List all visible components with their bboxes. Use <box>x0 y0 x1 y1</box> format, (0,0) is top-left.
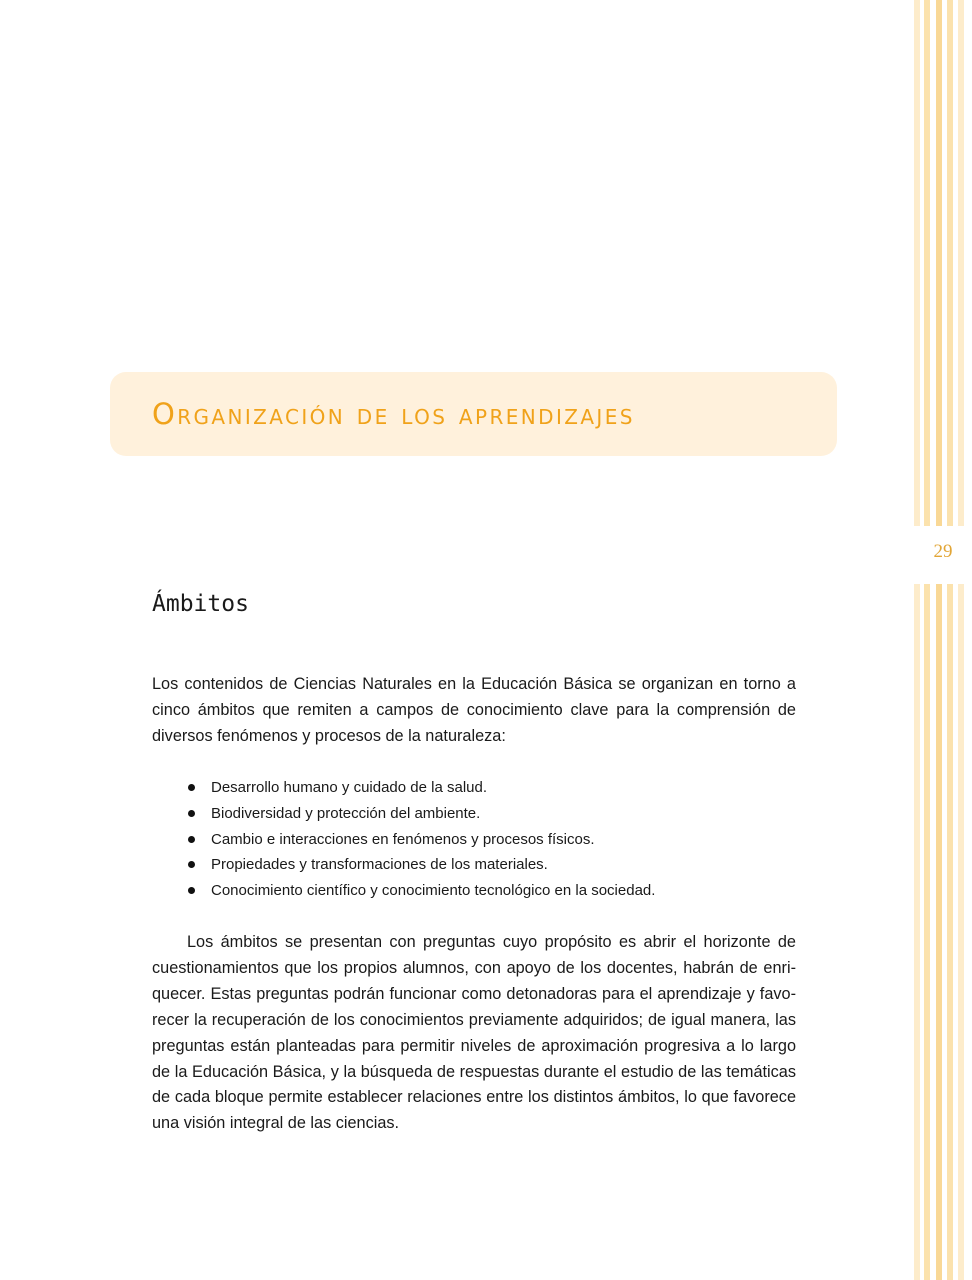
edge-stripe <box>914 0 920 1280</box>
list-item-text: Cambio e interacciones en fenómenos y procesos físicos. <box>211 830 595 848</box>
list-item-text: Propiedades y transformaciones de los materiales. <box>211 856 548 874</box>
edge-stripe <box>958 0 964 1280</box>
bullet-icon <box>188 861 195 868</box>
list-item <box>152 827 796 853</box>
bullet-icon <box>188 810 195 817</box>
page-number: 29 <box>933 541 953 562</box>
chapter-title-banner <box>110 372 837 456</box>
list-item <box>152 775 796 801</box>
list-item-text: Biodiversidad y protección del ambiente. <box>211 804 481 822</box>
list-item <box>152 852 796 878</box>
page-edge-stripes <box>914 0 972 1280</box>
bullet-icon <box>188 784 195 791</box>
chapter-title: Organización de los aprendizajes <box>152 397 635 431</box>
edge-stripe <box>924 0 930 1280</box>
list-item-text: Desarrollo humano y cuidado de la salud. <box>211 779 487 796</box>
bullet-icon <box>188 887 195 894</box>
list-item <box>152 878 796 904</box>
edge-stripe <box>936 0 942 1280</box>
intro-paragraph: Los contenidos de Ciencias Naturales en la Educación Básica se organizan en torno a cinco ámbitos que remiten a campos de conocimiento clave para la comprensión de diversos fenómenos y procesos de la naturaleza: <box>152 675 796 745</box>
section-heading: Ámbitos <box>152 591 249 617</box>
bullet-icon <box>188 836 195 843</box>
list-item <box>152 801 796 827</box>
ambitos-list <box>152 775 796 904</box>
list-item-text: Conocimiento científico y conocimiento tecnológico en la sociedad. <box>211 882 656 900</box>
edge-stripe <box>947 0 953 1280</box>
body-paragraph: Los ámbitos se presentan con preguntas cuyo propósito es abrir el horizonte de cuestionamientos que los propios alumnos, con apoyo de los docentes, habrán de enriquecer. Estas preguntas podrán funcionar como detonadoras para el aprendizaje y favorecer la recuperación de los conocimientos previamente adquiridos; de igual manera, las preguntas están planteadas para permitir niveles de aproximación progresiva a lo largo de la Educación Básica, y la búsqueda de respuestas durante el estudio de las temáticas de cada bloque permite establecer relaciones entre los distintos ámbitos, lo que favorece una visión integral de las ciencias. <box>152 933 796 1133</box>
